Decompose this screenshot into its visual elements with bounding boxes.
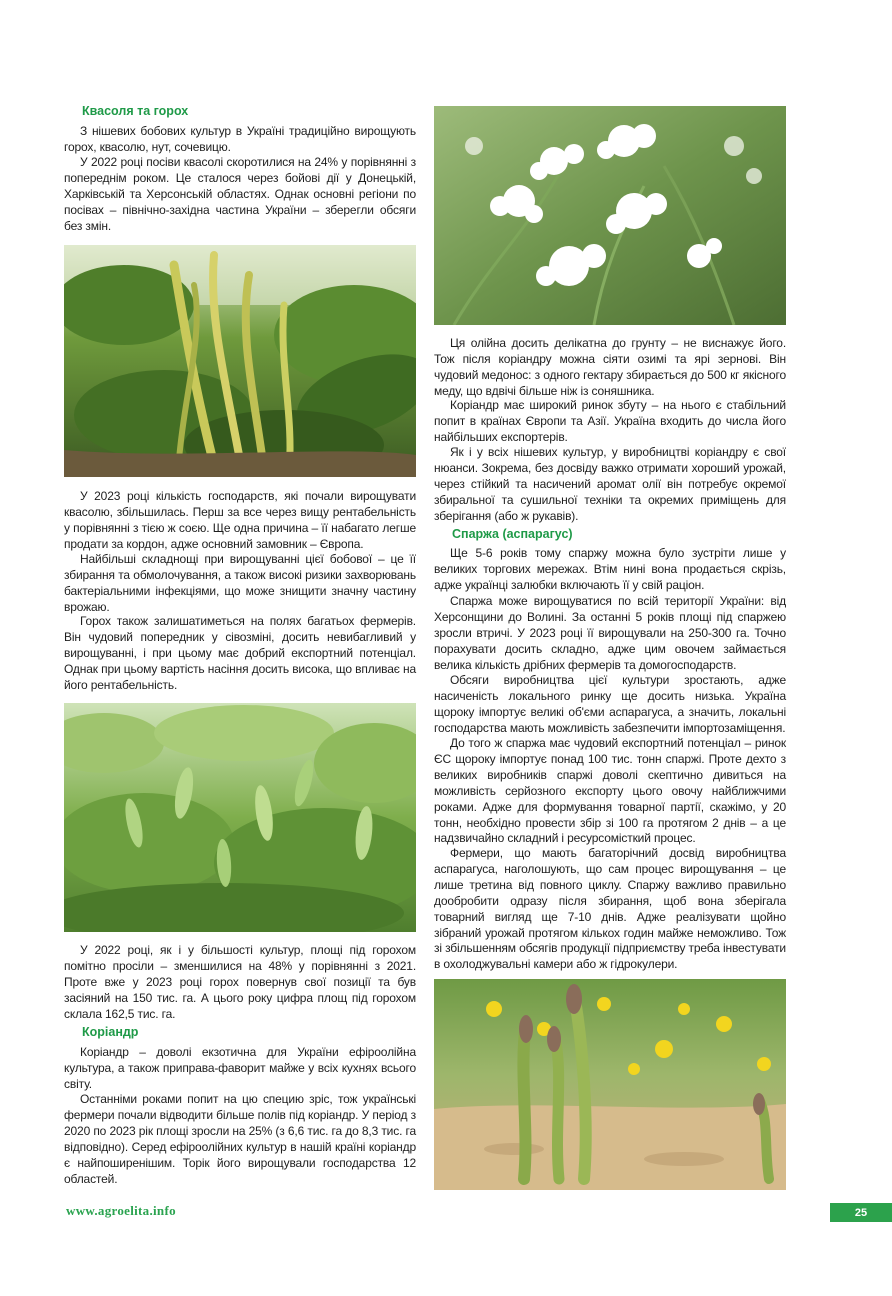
paragraph: Найбільші складнощі при вирощуванні цієї бобової – це її збирання та обмолочування, а також високі ризики захворювань бактеріальними інфекціями, що може знищити значну частину врожаю.	[64, 552, 416, 614]
section-heading-asparagus: Спаржа (аспарагус)	[452, 527, 573, 541]
paragraph: Ця олійна досить делікатна до грунту – не виснажує його. Тож після коріандру можна сіяти озимі та ярі зернові. Він чудовий медонос: з одного гектару збирається до 500 кг якісного меду, що вдвічі більше ніж із соняшника.	[434, 336, 786, 398]
paragraph: Фермери, що мають багаторічний досвід виробництва аспарагуса, наголошують, що сам процес вирощування – це лише третина від повного циклу. Спаржу важливо правильно дообробити одразу після збирання, щоб вона зберігала товарний вигляд ще 7-10 днів. Адже реалізувати щойно зібраний урожай протягом кількох годин майже неможливо. Тож зі збільшенням обсягів продукції підприємству треба інвестувати в охолоджувальні камери або ж гідрокулери.	[434, 846, 786, 972]
page-number-badge	[830, 1203, 892, 1222]
paragraph: Як і у всіх нішевих культур, у виробництві коріандру є свої нюанси. Зокрема, без досвіду важко отримати хороший урожай, через стійкий та насичений аромат олії він потребує окремої збиральної та сушильної техніки та окремих приміщень для зберігання (або ж рукавів).	[434, 445, 786, 523]
paragraph: До того ж спаржа має чудовий експортний потенціал – ринок ЄС щороку імпортує понад 100 тис. тонн спаржі. Проте дехто з великих виробників спаржі доволі скептично дивиться на можливість серйозного експорту цього овочу найближчими роками. Адже для формування товарної партії, скажімо, у 20 тонн, необхідно провести збір зі 100 га протягом 2 днів – а це надзвичайно складний і ресурсомісткий процес.	[434, 736, 786, 846]
section-heading-beans-peas: Квасоля та горох	[82, 104, 189, 118]
paragraph: Спаржа може вирощуватися по всій території України: від Херсонщини до Волині. За останні 5 років площі під спаржею зросли втричі. У 2023 році її вирощували на 250-300 га. Точно порахувати досить складно, адже цим овочем займається велика кількість дрібних фермерів та домогосподарств.	[434, 594, 786, 672]
paragraph: Горох також залишатиметься на полях багатьох фермерів. Він чудовий попередник у сівозміні, досить невибагливий у вирощуванні, і при цьому має добрий експортний потенціал. Однак при цьому вартість насіння досить висока, що впливає на його рентабельність.	[64, 614, 416, 692]
peas-photo	[64, 703, 416, 932]
asparagus-photo	[434, 979, 786, 1190]
footer-website-link[interactable]: www.agroelita.info	[66, 1203, 176, 1218]
paragraph: Останніми роками попит на цю специю зріс, тож українські фермери почали відводити більше полів під коріандр. У період з 2020 по 2023 рік площі зросли на 25% (з 6,6 тис. га до 8,3 тис. га відповідно). Серед ефіроолійних культур в нашій країні коріандр є найпоширенішим. Торік його вирощували господарства 12 областей.	[64, 1092, 416, 1186]
paragraph: Коріандр – доволі екзотична для України ефіроолійна культура, а також приправа-фаворит майже у всіх кухнях всього світу.	[64, 1045, 416, 1091]
paragraph: Коріандр має широкий ринок збуту – на нього є стабільний попит в країнах Європи та Азії. Україна входить до числа його найбільших експортерів.	[434, 398, 786, 444]
paragraph: У 2023 році кількість господарств, які почали вирощувати квасолю, збільшилась. Перш за все через вищу рентабельність у порівнянні з тією ж соєю. Ще одна причина – її набагато легше продати за кордон, адже основний замовник – Європа.	[64, 489, 416, 551]
page-number: 25	[854, 1206, 868, 1219]
paragraph: У 2022 році, як і у більшості культур, площі під горохом помітно просіли – зменшилися на 48% у порівнянні з 2021. Проте вже у 2023 році горох повернув свої позиції та був засіяний на 150 тис. га. А цього року цифра площ під горохом склала 162,5 тис. га.	[64, 943, 416, 1021]
paragraph: Обсяги виробництва цієї культури зростають, адже насиченість локального ринку ще досить низька. Україна щороку імпортує великі об'єми аспарагуса, а значить, локальні господарства мають можливість забезпечити імпортозаміщення.	[434, 673, 786, 735]
paragraph: Ще 5-6 років тому спаржу можна було зустріти лише у великих торгових мережах. Втім нині вона продається скрізь, адже українці залюбки включають її у свій раціон.	[434, 546, 786, 592]
beans-photo	[64, 245, 416, 477]
coriander-photo	[434, 106, 786, 325]
section-heading-coriander: Коріандр	[82, 1025, 139, 1039]
paragraph: З нішевих бобових культур в Україні традиційно вирощують горох, квасолю, нут, сочевицю.	[64, 124, 416, 154]
paragraph: У 2022 році посіви квасолі скоротилися на 24% у порівнянні з попереднім роком. Це сталося через бойові дії у Донецькій, Харківській та Херсонській областях. Однак основні регіони по посівах – північно-західна частина України – зберегли обсяги без змін.	[64, 155, 416, 233]
